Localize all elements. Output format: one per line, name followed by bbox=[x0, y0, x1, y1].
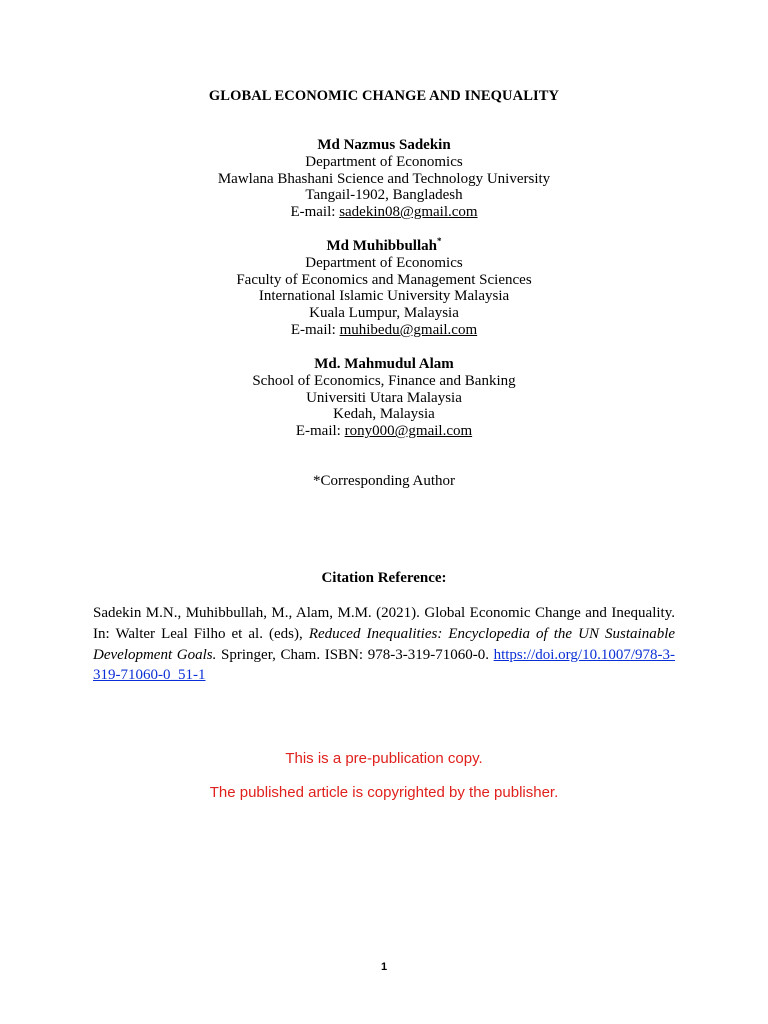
corresponding-author-note: *Corresponding Author bbox=[312, 473, 456, 489]
citation-heading: Citation Reference: bbox=[321, 570, 447, 586]
author-affiliation-line: Department of Economics bbox=[305, 153, 463, 170]
citation-book-title: Reduced Inequalities: Encyclopedia of the UN Sustainable Development Goals. bbox=[93, 625, 676, 663]
citation-text-before: Sadekin M.N., Muhibbullah, M., Alam, M.M. (2021). Global Economic Change and Inequality. In: Walter Leal Filho et al. (eds), bbox=[93, 605, 675, 642]
author-affiliation-line: Tangail-1902, Bangladesh bbox=[305, 187, 463, 204]
email-prefix: E-mail: bbox=[295, 423, 345, 440]
author-name: Md. Mahmudul Alam bbox=[314, 356, 454, 372]
copyright-notice: The published article is copyrighted by the publisher. bbox=[209, 784, 559, 801]
author-email-line bbox=[0, 322, 768, 339]
document-title: GLOBAL ECONOMIC CHANGE AND INEQUALITY bbox=[208, 88, 560, 104]
author-email-line bbox=[0, 423, 768, 440]
page-number: 1 bbox=[380, 961, 388, 973]
email-prefix: E-mail: bbox=[290, 321, 340, 338]
author-affiliation-line: Department of Economics bbox=[305, 254, 463, 271]
doi-link[interactable]: https://doi.org/10.1007/978-3-319-71060-0_51-1 bbox=[93, 646, 675, 684]
author-email-link[interactable]: rony000@gmail.com bbox=[344, 423, 473, 440]
author-affiliation-line: Faculty of Economics and Management Sciences bbox=[236, 271, 532, 288]
author-block-1 bbox=[0, 137, 768, 221]
author-name bbox=[0, 238, 768, 255]
author-name: Md Nazmus Sadekin bbox=[317, 137, 451, 153]
author-affiliation-line: International Islamic University Malaysia bbox=[258, 288, 510, 305]
email-prefix: E-mail: bbox=[290, 204, 340, 221]
pre-publication-notice: This is a pre-publication copy. bbox=[285, 750, 483, 767]
citation-text-after: Springer, Cham. ISBN: 978-3-319-71060-0. bbox=[216, 646, 494, 663]
author-affiliation-line: School of Economics, Finance and Banking bbox=[252, 372, 516, 389]
author-affiliation-line: Mawlana Bhashani Science and Technology University bbox=[217, 170, 551, 187]
author-email-link[interactable]: sadekin08@gmail.com bbox=[339, 204, 478, 221]
author-block-2 bbox=[0, 238, 768, 339]
corresponding-marker: * bbox=[436, 236, 442, 246]
author-name-text: Md Muhibbullah bbox=[326, 238, 437, 254]
citation-text bbox=[93, 603, 675, 686]
author-email-link[interactable]: muhibedu@gmail.com bbox=[339, 321, 478, 338]
author-affiliation-line: Universiti Utara Malaysia bbox=[306, 389, 462, 406]
author-block-3 bbox=[0, 356, 768, 440]
author-affiliation-line: Kuala Lumpur, Malaysia bbox=[309, 305, 459, 322]
author-affiliation-line: Kedah, Malaysia bbox=[333, 406, 435, 423]
author-email-line bbox=[0, 204, 768, 221]
